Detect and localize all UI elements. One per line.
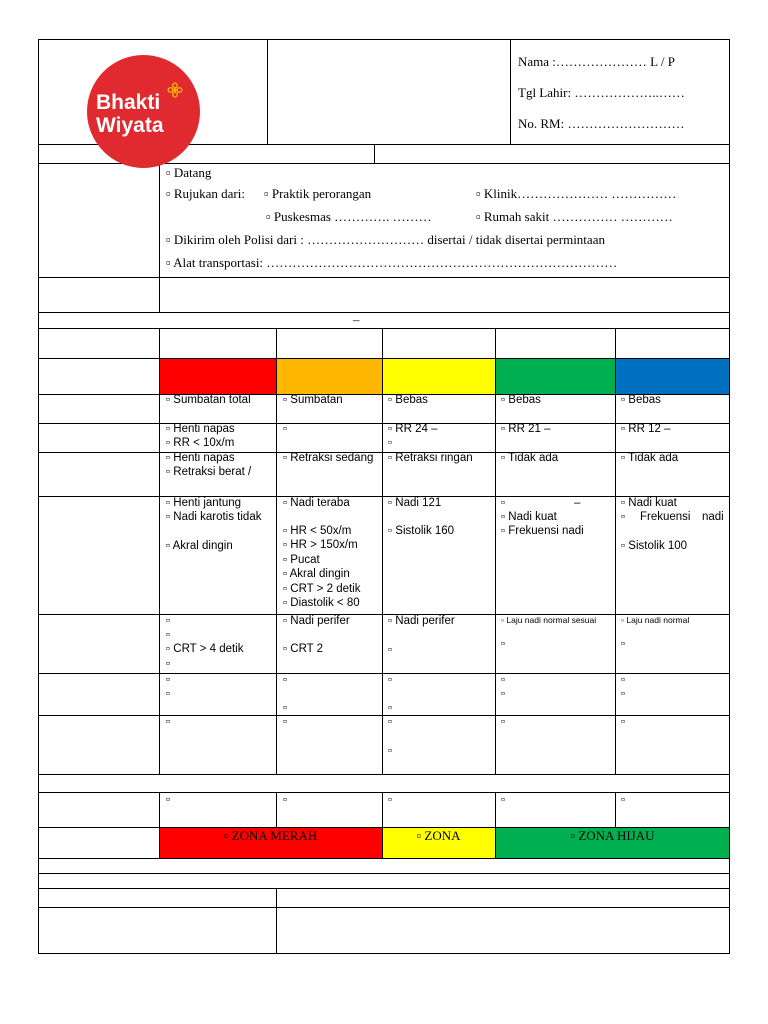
triage-yellow-cell [382,358,495,394]
circ2-red-box1[interactable]: ▫ [166,615,171,627]
airway-yellow[interactable]: ▫ Bebas [388,394,428,406]
logo-line1: Bhakti [96,91,161,114]
dis2-green-box[interactable]: ▫ [501,716,506,728]
dis1-green-box2[interactable]: ▫ [501,688,506,700]
airway-orange[interactable]: ▫ Sumbatan [283,394,343,406]
breathing2-red-retraksi[interactable]: ▫ Retraksi berat / [166,466,252,478]
circ2-orange-perifer[interactable]: ▫ Nadi perifer [283,615,350,627]
circ2-red-box2[interactable]: ▫ [166,629,171,641]
option-klinik[interactable]: ▫ Klinik………………… …………… [476,186,677,201]
dis1-blue-box2[interactable]: ▫ [621,688,626,700]
circ-green-box[interactable]: ▫ [501,497,506,509]
breathing2-red-henti[interactable]: ▫ Henti napas [166,452,235,464]
triage-orange-cell [276,358,382,394]
option-rujukan[interactable]: ▫ Rujukan dari: [166,186,245,201]
patient-birthdate-field[interactable]: Tgl Lahir: ………………..…… [518,85,685,100]
dis2-blue-box[interactable]: ▫ [621,716,626,728]
breathing-yellow-rr[interactable]: ▫ RR 24 – [388,423,438,435]
option-puskesmas[interactable]: ▫ Puskesmas …………. ……… [266,209,432,224]
circ2-yellow-box[interactable]: ▫ [388,644,393,656]
final-orange-box[interactable]: ▫ [283,794,288,806]
option-rumah-sakit[interactable]: ▫ Rumah sakit …………… ………… [476,209,673,224]
dis1-red-box2[interactable]: ▫ [166,688,171,700]
dis2-yellow-box1[interactable]: ▫ [388,716,393,728]
circ-yellow-sistolik[interactable]: ▫ Sistolik 160 [388,525,455,537]
triage-green-cell [495,358,615,394]
triage-form [38,39,730,953]
zona-kuning-label[interactable]: ▫ ZONA [416,828,461,843]
circ-orange-hr-high[interactable]: ▫ HR > 150x/m [283,539,358,551]
patient-name-field[interactable]: Nama :………………… L / P [518,54,675,69]
circ2-red-crt[interactable]: ▫ CRT > 4 detik [166,643,244,655]
option-praktik-perorangan[interactable]: ▫ Praktik perorangan [264,186,372,201]
option-polisi[interactable]: ▫ Dikirim oleh Polisi dari : ……………………… disertai / tidak disertai permintaan [166,232,605,247]
circ-orange-akral[interactable]: ▫ Akral dingin [283,568,350,580]
divider-dash: – [353,312,360,327]
final-green-box[interactable]: ▫ [501,794,506,806]
dis1-red-box1[interactable]: ▫ [166,674,171,686]
breathing2-yellow[interactable]: ▫ Retraksi ringan [388,452,473,464]
option-transportasi[interactable]: ▫ Alat transportasi: ……………………………………………………………………… [166,255,618,270]
circ-blue-nadi-kuat[interactable]: ▫ Nadi kuat [621,497,677,509]
dis1-orange-box1[interactable]: ▫ [283,674,288,686]
final-blue-box[interactable]: ▫ [621,794,626,806]
circ2-blue-laju[interactable]: ▫ Laju nadi normal [621,615,690,625]
dis1-orange-box2[interactable]: ▫ [283,702,288,714]
circ-green-nadi-kuat[interactable]: ▫ Nadi kuat [501,511,557,523]
dis1-blue-box1[interactable]: ▫ [621,674,626,686]
triage-red-cell [159,358,276,394]
circ-orange-hr-low[interactable]: ▫ HR < 50x/m [283,525,352,537]
circ-red-karotis[interactable]: ▫ Nadi karotis tidak [166,511,262,523]
circ-red-henti-jantung[interactable]: ▫ Henti jantung [166,497,242,509]
logo [87,55,200,168]
circ-blue-nadi: nadi [702,511,724,523]
circ-orange-pucat[interactable]: ▫ Pucat [283,554,320,566]
final-yellow-box[interactable]: ▫ [388,794,393,806]
breathing2-orange[interactable]: ▫ Retraksi sedang [283,452,374,464]
dis1-green-box1[interactable]: ▫ [501,674,506,686]
circ2-blue-box[interactable]: ▫ [621,638,626,650]
breathing-orange-box[interactable]: ▫ [283,423,288,435]
circ2-red-box3[interactable]: ▫ [166,658,171,670]
circ2-orange-crt[interactable]: ▫ CRT 2 [283,643,324,655]
breathing-red-henti[interactable]: ▫ Henti napas [166,423,235,435]
breathing-yellow-box[interactable]: ▫ [388,437,393,449]
breathing2-green[interactable]: ▫ Tidak ada [501,452,559,464]
circ2-green-box[interactable]: ▫ [501,638,506,650]
circ-green-dash: – [574,497,581,509]
circ-orange-nadi[interactable]: ▫ Nadi teraba [283,497,350,509]
dis2-red-box[interactable]: ▫ [166,716,171,728]
zona-hijau-label[interactable]: ▫ ZONA HIJAU [570,828,655,843]
circ-blue-sistolik[interactable]: ▫ Sistolik 100 [621,540,688,552]
breathing-red-rr[interactable]: ▫ RR < 10x/m [166,437,235,449]
circ-red-akral[interactable]: ▫ Akral dingin [166,540,233,552]
circ2-yellow-perifer[interactable]: ▫ Nadi perifer [388,615,455,627]
zona-merah-label[interactable]: ▫ ZONA MERAH [223,828,318,843]
dis1-yellow-box1[interactable]: ▫ [388,674,393,686]
dis1-yellow-box2[interactable]: ▫ [388,702,393,714]
breathing-green-rr[interactable]: ▫ RR 21 – [501,423,551,435]
airway-red[interactable]: ▫ Sumbatan total [166,394,251,406]
breathing-blue-rr[interactable]: ▫ RR 12 – [621,423,671,435]
circ-blue-frekuensi: Frekuensi [640,511,691,523]
circ-blue-box[interactable]: ▫ [621,511,626,523]
logo-line2: Wiyata [96,114,164,137]
flower-icon [167,82,183,98]
circ-orange-crt[interactable]: ▫ CRT > 2 detik [283,583,361,595]
airway-blue[interactable]: ▫ Bebas [621,394,661,406]
airway-green[interactable]: ▫ Bebas [501,394,541,406]
circ-green-frekuensi[interactable]: ▫ Frekuensi nadi [501,525,584,537]
patient-rm-field[interactable]: No. RM: ……………………… [518,116,685,131]
dis2-orange-box[interactable]: ▫ [283,716,288,728]
circ-yellow-nadi[interactable]: ▫ Nadi 121 [388,497,442,509]
final-red-box[interactable]: ▫ [166,794,171,806]
circ2-green-laju[interactable]: ▫ Laju nadi normal sesuai [501,615,597,625]
option-datang[interactable]: ▫ Datang [166,165,212,180]
dis2-yellow-box2[interactable]: ▫ [388,745,393,757]
triage-blue-cell [615,358,730,394]
circ-orange-diastolik[interactable]: ▫ Diastolik < 80 [283,597,360,609]
breathing2-blue[interactable]: ▫ Tidak ada [621,452,679,464]
